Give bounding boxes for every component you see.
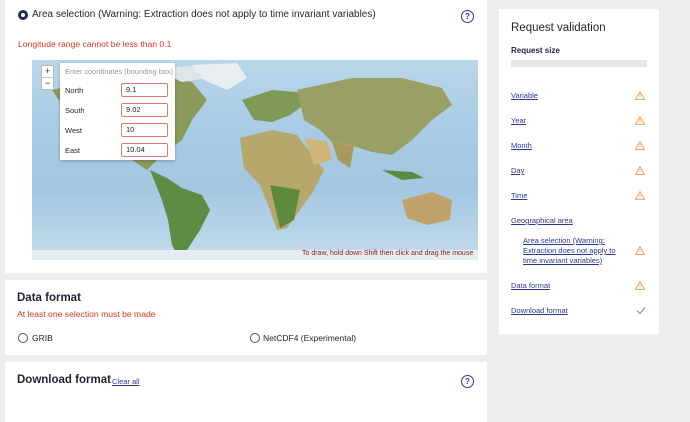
validation-item-geographical-area[interactable]: Geographical area bbox=[511, 216, 573, 225]
validation-item-data-format[interactable]: Data format bbox=[511, 281, 551, 290]
request-size-label: Request size bbox=[511, 46, 560, 55]
area-selection-card bbox=[5, 0, 487, 273]
warning-icon bbox=[635, 116, 645, 125]
data-format-card bbox=[5, 280, 487, 355]
download-help-icon[interactable]: ? bbox=[461, 375, 474, 388]
area-selection-label[interactable]: Area selection (Warning: Extraction does not apply to time invariant variables) bbox=[32, 9, 376, 20]
warning-icon bbox=[635, 166, 645, 175]
warning-icon bbox=[635, 191, 645, 200]
west-label: West bbox=[65, 126, 82, 135]
check-icon bbox=[636, 306, 646, 315]
validation-item-area-selection[interactable]: Area selection (Warning: Extraction does not apply to time invariant variables) bbox=[523, 236, 616, 265]
east-input[interactable]: 10.04 bbox=[121, 143, 168, 157]
map-draw-hint: To draw, hold down Shift then click and drag the mouse bbox=[302, 250, 474, 257]
grib-radio[interactable] bbox=[18, 333, 28, 343]
warning-icon bbox=[635, 246, 645, 255]
netcdf4-label[interactable]: NetCDF4 (Experimental) bbox=[263, 333, 357, 343]
download-format-card bbox=[5, 362, 487, 422]
validation-item-download-format[interactable]: Download format bbox=[511, 306, 568, 315]
request-validation-panel bbox=[499, 9, 659, 334]
longitude-error: Longitude range cannot be less than 0.1 bbox=[18, 39, 172, 49]
north-label: North bbox=[65, 86, 84, 95]
data-format-error: At least one selection must be made bbox=[17, 309, 156, 319]
zoom-out-button[interactable]: − bbox=[42, 77, 53, 89]
east-label: East bbox=[65, 146, 81, 155]
south-label: South bbox=[65, 106, 85, 115]
bounding-box-panel bbox=[60, 63, 175, 160]
validation-title: Request validation bbox=[511, 22, 606, 34]
grib-label[interactable]: GRIB bbox=[32, 333, 53, 343]
north-input[interactable]: 9.1 bbox=[121, 83, 168, 97]
clear-all-link[interactable]: Clear all bbox=[112, 377, 140, 386]
validation-item-time[interactable]: Time bbox=[511, 191, 528, 200]
download-format-title: Download format bbox=[17, 374, 111, 386]
validation-item-day[interactable]: Day bbox=[511, 166, 525, 175]
warning-icon bbox=[635, 91, 645, 100]
validation-item-year[interactable]: Year bbox=[511, 116, 527, 125]
area-selection-radio[interactable] bbox=[18, 10, 28, 20]
data-format-title: Data format bbox=[17, 292, 81, 304]
request-size-bar bbox=[511, 60, 647, 67]
netcdf4-radio[interactable] bbox=[250, 333, 260, 343]
zoom-control bbox=[41, 65, 54, 90]
warning-icon bbox=[635, 141, 645, 150]
coordinates-placeholder: Enter coordinates (bounding box) bbox=[65, 67, 173, 76]
validation-item-month[interactable]: Month bbox=[511, 141, 532, 150]
warning-icon bbox=[635, 281, 645, 290]
help-icon[interactable]: ? bbox=[461, 10, 474, 23]
zoom-in-button[interactable]: + bbox=[44, 66, 51, 76]
west-input[interactable]: 10 bbox=[121, 123, 168, 137]
validation-item-variable[interactable]: Variable bbox=[511, 91, 538, 100]
south-input[interactable]: 9.02 bbox=[121, 103, 168, 117]
